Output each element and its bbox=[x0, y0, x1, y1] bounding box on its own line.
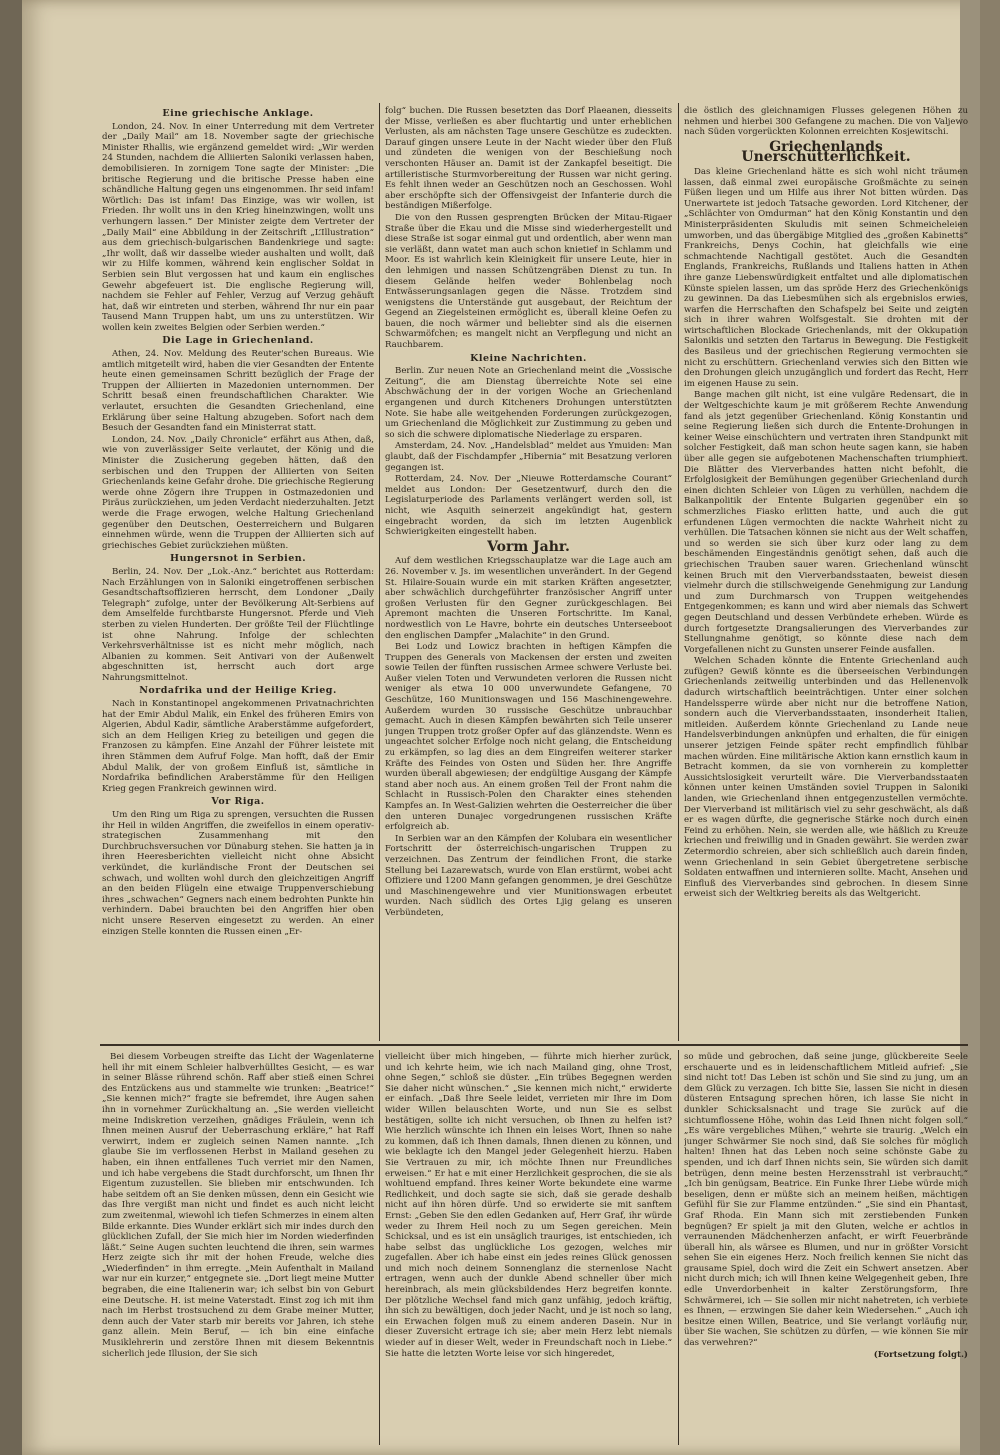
article-text: die östlich des gleichnamigen Flusses gelegenen Höhen zu nehmen und hierbei 300 Gefangene zu machen. Die von Valjewo nach Süden vorgerückten Kolonnen erreichten Kosjewitschi. bbox=[684, 106, 968, 138]
article-text: Auf dem westlichen Kriegsschauplatze war die Lage auch am 26. November v. Js. im wesentlichen unverändert. In der Gegend St. Hilaire-Souain wurde ein mit starken Kräften angesetzter, aber schwächlich durchgeführter französischer Angriff unter großen Verlusten für den Gegner zurückgeschlagen. Bei Apremont machten die Unseren Fortschritte. Im Kanal, nordwestlich von Le Havre, bohrte ein deutsches Unterseeboot den englischen Dampfer „Malachite“ in den Grund. bbox=[385, 556, 672, 641]
article-text: Bange machen gilt nicht, ist eine vulgäre Redensart, die in der Weltgeschichte kaum je mit größerem Rechte Anwendung fand als jetzt gegenüber Griechenland. König Konstantin und seine Regierung ließen sich durch die Entente-Drohungen in keiner Weise einschüchtern und vertraten ihren Standpunkt mit solcher Festigkeit, daß man schon heute sagen kann, sie haben über alle gegen sie aufgebotenen Machenschaften triumphiert. Die Blätter des Vierverbandes hatten nicht befohlt, die Erfolglosigkeit der Bemühungen gegenüber Griechenland durch einen dichten Schleier von Lügen zu verhüllen, nachdem die Balkanpolitik der Entente Bulgarien gegenüber ein so schmerzliches Fiasko erlitten hatte, und auch die gut erfundenen Lügen vermochten die nackte Wahrheit nicht zu verhüllen. Die Tatsachen können sie nicht aus der Welt schaffen, und so werden sie sich über kurz oder lang zu dem beschämenden Eingeständnis genötigt sehen, daß auch die griechischen Trauben sauer waren. Griechenland wünscht keinen Bruch mit den Vierverbandsstaaten, beweist diesen vielmehr durch die stillschweigende Genehmigung zur Landung und zum Durchmarsch von Truppen weitgehendes Entgegenkommen; es kann und wird aber niemals das Schwert gegen Deutschland und dessen Verbündete erheben. Würde es durch fortgesetzte Drangsalierungen des Vierverbandes zur Stellungnahme genötigt, so könnte diese nach dem Vorgefallenen nicht zu Gunsten unserer Feinde ausfallen. bbox=[684, 390, 968, 655]
article-text: Bei Lodz und Lowicz brachten in heftigen Kämpfen die Truppen des Generals von Mackensen der ersten und zweiten sowie Teilen der fünften russischen Armee schwere Verluste bei. Außer vielen Toten und Verwundeten verloren die Russen nicht weniger als etwa 10 000 unverwundete Gefangene, 70 Geschütze, 160 Munitionswagen und 156 Maschinengewehre. Außerdem wurden 30 russische Geschütze unbrauchbar gemacht. Auch in diesen Kämpfen bewährten sich Teile unserer jungen Truppen trotz großer Opfer auf das glänzendste. Wenn es ungeachtet solcher Erfolge noch nicht gelang, die Entscheidung zu erkämpfen, so lag dies an dem Eingreifen weiterer starker Kräfte des Feindes von Osten und Süden her. Ihre Angriffe wurden überall abgewiesen; der endgültige Ausgang der Kämpfe stand aber noch aus. An einem großen Teil der Front nahm die Schlacht in Russisch-Polen den Charakter eines stehenden Kampfes an. In West-Galizien wehrten die Oesterreicher die über den unteren Dunajec vorgedrungenen russischen Kräfte erfolgreich ab. bbox=[385, 642, 672, 833]
headline-vorm-jahr: Vorm Jahr. bbox=[487, 538, 570, 555]
article-text: Das kleine Griechenland hätte es sich wohl nicht träumen lassen, daß einmal zwei europäische Großmächte zu seinen Füßen liegen und um Hilfe aus ihrer Not bitten würden. Das Unerwartete ist jedoch Tatsache geworden. Lord Kitchener, der „Schlächter von Omdurman“ hat den König Konstantin und den Ministerpräsidenten Skuludis mit seinen Schmeicheleien umworben, und das übergäbige Mitglied des „großen Kabinetts“ Frankreichs, Denys Cochin, hat gleichfalls wie eine schmachtende Nachtigall gestötet. Auch die Gesandten Englands, Frankreichs, Rußlands und Italiens hatten in Athen ihre ganze Liebenswürdigkeit entfaltet und alle diplomatischen Künste spielen lassen, um das spröde Herz des Griechenkönigs zu gewinnen. Da das Liebesmühen sich als ergebnislos erwies, warfen die Herrschaften den Schafspelz bei Seite und zeigten sich in ihrer wahren Wolfsgestalt. Sie drohten mit der wirtschaftlichen Blockade Griechenlands, mit der Okkupation Salonikis und setzten den Tartarus in Bewegung. Die Festigkeit des Basileus und der griechischen Regierung vermochten sie nicht zu erschüttern. Griechenland verwies sich den Bitten wie den Drohungen gleich unzugänglich und fordert das Recht, Herr im eigenen Hause zu sein. bbox=[684, 166, 968, 389]
article-text: Um den Ring um Riga zu sprengen, versuchten die Russen ihr Heil in wilden Angriffen, die zweifellos in einem operativ-strategischen Zusammenhang mit den Durchbruchsversuchen vor Dünaburg stehen. Sie hatten ja in ihren Heeresberichten vielleicht nicht ohne Absicht verkündet, die kurländische Front der Deutschen sei schwach, und wollten wohl durch den gleichzeitigen Angriff an den beiden Flügeln eine etwaige Truppenverschiebung ihres „schwachen“ Gegners nach einem bedrohten Punkte hin verhindern. Dabei brauchten bei den Angriffen hier oben nicht unsere Reserven eingesetzt zu werden. An einer einzigen Stelle konnten die Russen einen „Er- bbox=[102, 810, 374, 937]
continuation-note: (Fortsetzung folgt.) bbox=[873, 1349, 968, 1360]
column-rule-4 bbox=[678, 1050, 679, 1445]
article-text: Amsterdam, 24. Nov. „Handelsblad“ meldet aus Ymuiden: Man glaubt, daß der Fischdampfer „Hibernia“ mit Besatzung verloren gegangen ist. bbox=[385, 441, 672, 473]
serial-text: Bei diesem Vorbeugen streifte das Licht der Wagenlaterne hell ihr mit einem Schleier halbverhülltes Gesicht, — es war in seiner Blässe rührend schön. Raff aber stieß einen Schrei des Entzückens aus und stammelte wie trunken: „Beatrice!“ „Sie kennen mich?“ fragte sie befremdet, ihre Augen sahen ihn in vornehmer Zurückhaltung an. „Sie werden vielleicht meine Indiskretion verzeihen, gnädiges Fräulein, wenn ich Ihnen meinen Ausruf der Ueberraschung erkläre,“ hat Raff verwirrt, indem er zugleich seinen Namen nannte. „Ich glaube Sie im verflossenen Herbst in Mailand gesehen zu haben, ein ihnen entfallenes Tuch verriet mir den Namen, und ich habe vergebens die Stadt durchforscht, um Ihnen Ihr Eigentum zuzustellen. Sie blieben mir entschwunden. Ich habe seitdem oft an Sie denken müssen, denn ein Gesicht wie das Ihre vergißt man nicht und findet es auch nicht leicht zum zweitenmal, wiewohl ich tiefen Schmerzes in einem alten Bilde erkannte. Dies Wunder erklärt sich mir indes durch den glücklichen Zufall, der Sie mich hier im Norden wiederfinden läßt.“ Seine Augen suchten leuchtend die ihren, sein warmes Herz zeigte sich ihr mit der hohen Freude, welche dies „Wiederfinden“ in ihm erregte. „Mein Aufenthalt in Mailand war nur ein kurzer,“ entgegnete sie. „Dort liegt meine Mutter begraben, die eine Italienerin war; ich selbst bin von Geburt eine Deutsche. H. ist meine Vaterstadt. Einst zog ich mit ihm nach im Herbst trostsuchend zu dem Grabe meiner Mutter, denn auch der Vater starb mir bereits vor Jahren, ich stehe ganz allein. Mein Beruf, — ich bin eine einfache Musiklehrerin und zerstöre Ihnen mit diesem Bekenntnis sicherlich jede Illusion, der Sie sich bbox=[102, 1052, 374, 1359]
book-spine bbox=[0, 0, 22, 1455]
headline-kleine-nachrichten: Kleine Nachrichten. bbox=[470, 352, 587, 364]
feuilleton-column-1 bbox=[102, 1052, 374, 1447]
headline-griechenlands-unerschuetterlichkeit: Griechenlands Unerschütterlichkeit. bbox=[741, 138, 911, 166]
article-text: London, 24. Nov. In einer Unterredung mit dem Vertreter der „Daily Mail“ am 18. November sagte der griechische Minister Rhallis, wie ergänzend gemeldet wird: „Wir werden 24 Stunden, nachdem die Alliierten Saloniki verlassen haben, demobilisieren. In zornigem Tone sagte der Minister: „Die britische Regierung und die britische Presse haben eine schändliche Haltung gegen uns eingenommen. Ihr seid infam! Wörtlich: Das ist infam! Das Einzige, was wir wollen, ist Frieden. Ihr wollt uns in den Krieg hineinzwingen, wollt uns verhungern lassen.“ Der Minister zeigte dem Vertreter der „Daily Mail“ eine Abbildung in der Zeitschrift „L’Illustration“ aus dem griechisch-bulgarischen Bandenkriege und sagte: „Ihr wollt, daß wir dasselbe wieder aushalten und wollt, daß wir zu Hilfe kommen, während kein englischer Soldat in Serbien sein Blut vergossen hat und kaum ein englisches Gewehr abgefeuert ist. Die englische Regierung will, nachdem sie Fehler auf Fehler, Verzug auf Verzug gehäuft hat, daß wir eintreten und sterben, während Ihr nur ein paar Tausend Mann Truppen habt, um uns zu unterstützen. Wir wollen kein zweites Belgien oder Serbien werden.“ bbox=[102, 121, 374, 333]
headline-vor-riga: Vor Riga. bbox=[211, 796, 265, 808]
headline-griechische-anklage: Eine griechische Anklage. bbox=[162, 108, 314, 119]
headline-hungersnot: Hungersnot in Serbien. bbox=[169, 553, 306, 565]
column-rule-1 bbox=[379, 103, 380, 1041]
article-text: Rotterdam, 24. Nov. Der „Nieuwe Rotterdamsche Courant“ meldet aus London: Der Gesetzentwurf, durch den die Legislaturperiode des Parlaments verlängert werden soll, ist nicht, wie Asquith seinerzeit angekündigt hat, gestern eingebracht worden, da sich im letzten Augenblick Schwierigkeiten eingestellt haben. bbox=[385, 474, 672, 538]
article-text: London, 24. Nov. „Daily Chronicle“ erfährt aus Athen, daß, wie von zuverlässiger Seite verlautet, der König und die Minister die Zusicherung gegeben hätten, daß den serbischen und den Truppen der Alliierten von Seiten Griechenlands keine Gefahr drohe. Die griechische Regierung werde ohne Zögern ihre Truppen in Ostmazedonien und Piräus zurückziehen, um jeden Verdacht niederzuhalten. Jetzt werde die Frage erwogen, welche Haltung Griechenland gegenüber den Deutschen, Oesterreichern und Bulgaren einnehmen würde, wenn die Truppen der Alliierten sich auf griechisches Gebiet zurückziehen müßten. bbox=[102, 434, 374, 551]
article-text: In Serbien war an den Kämpfen der Kolubara ein wesentlicher Fortschritt der österreichisch-ungarischen Truppen zu verzeichnen. Das Zentrum der feindlichen Front, die starke Stellung bei Lazarewatsch, wurde von Elan erstürmt, wobei acht Offiziere und 1200 Mann gefangen genommen, je drei Geschütze und Maschinengewehre und vier Munitionswagen erbeutet wurden. Nach südlich des Ortes Ljig gelang es unseren Verbündeten, bbox=[385, 833, 672, 918]
article-text: folg“ buchen. Die Russen besetzten das Dorf Plaeanen, diesseits der Misse, verließen es aber fluchtartig und unter erheblichen Verlusten, als am nächsten Tage unsere Geschütze es zudeckten. Darauf gingen unsere Leute in der Nacht wieder über den Fluß und zündeten die wenigen von der Beschießung noch verschonten Häuser an. Damit ist der Zankapfel beseitigt. Die artilleristische Sturmvorbereitung der Russen war nicht gering. Es fehlt ihnen weder an Geschützen noch an Geschossen. Wohl aber erschöpfte sich der Offensivgeist der Infanterie durch die beständigen Mißerfolge. bbox=[385, 106, 672, 212]
article-text: Berlin. Zur neuen Note an Griechenland meint die „Vossische Zeitung“, die am Dienstag überreichte Note sei eine Abschwächung der in der vorigen Woche an Griechenland ergangenen und durch Kitcheners Drohungen unterstützten Note. Sie habe alle weitgehenden Forderungen zurückgezogen, um Griechenland die Möglichkeit zur Zustimmung zu geben und so sich die schwere diplomatische Niederlage zu ersparen. bbox=[385, 366, 672, 440]
article-text: Athen, 24. Nov. Meldung des Reuter'schen Bureaus. Wie amtlich mitgeteilt wird, haben die vier Gesandten der Entente heute einen gemeinsamen Schritt bezüglich der Frage der Truppen der Alliierten in Mazedonien unternommen. Der Schritt besaß einen freundschaftlichen Charakter. Wie verlautet, ersuchten die Gesandten Griechenland, eine Erklärung über seine Haltung abzugeben. Sofort nach dem Besuch der Gesandten fand ein Ministerrat statt. bbox=[102, 349, 374, 434]
column-rule-3 bbox=[379, 1050, 380, 1445]
feuilleton-separator bbox=[100, 1044, 968, 1046]
column-1 bbox=[102, 106, 374, 1041]
column-3 bbox=[684, 106, 968, 1041]
article-text: Die von den Russen gesprengten Brücken der Mitau-Rigaer Straße über die Ekau und die Misse sind wiederhergestellt und diese Straße ist sogar einmal gut und ordentlich, aber wenn man sie verläßt, dann watet man auch schon knietief in Schlamm und Moor. Es ist wahrlich kein Kleinigkeit für unsere Leute, hier in den lehmigen und nassen Schützengräben Dienst zu tun. In diesem Gelände helfen weder Bohlenbelag noch Entwässerungsanlagen gegen die Nässe. Trotzdem sind wenigstens die Unterstände gut ausgebaut, der Reichtum der Gegend an Ziegelsteinen ermöglicht es, überall kleine Oefen zu bauen, die noch wärmer und beliebter sind als die eisernen Schwarmöfchen; es mangelt nicht an Verpflegung und nicht an Rauchbarem. bbox=[385, 212, 672, 351]
column-rule-2 bbox=[678, 103, 679, 1041]
article-text: Welchen Schaden könnte die Entente Griechenland auch zufügen? Gewiß könnte es die überseeischen Verbindungen Griechenlands zeitweilig unterbinden und das Hellenenvolk dadurch wirtschaftlich beeinträchtigen. Unter einer solchen Handelssperre würde aber nicht nur die betroffene Nation, sondern auch die Vierverbandsstaaten, insonderheit Italien, mitleiden. Außerdem könnte Griechenland zu Lande neue Handelsverbindungen anknüpfen und erhalten, die für einigen unserer jetzigen Feinde später recht empfindlich fühlbar machen würden. Eine militärische Aktion kann ernstlich kaum in Betracht kommen, da sie von vornherein zu kompletter Aussichtslosigkeit verurteilt wäre. Die Vierverbandsstaaten können unter keinen Umständen soviel Truppen in Saloniki landen, wie Griechenland ihnen entgegenzustellen vermöchte. Der Vierverband ist militärisch viel zu sehr geschwächt, als daß er es wagen dürfte, die gegnerische Stärke noch durch einen Feind zu erhöhen. Nein, sie werden alle, wie häßlich zu Kreuze kriechen und freiwillig und in Gnaden gewährt. Sie werden zwar Zetermordio schreien, aber sich schließlich auch darein finden, wenn Griechenland in sein Gebiet übergetretene serbische Soldaten entwaffnen und internieren sollte. Macht, Ansehen und Einfluß des Vierverbandes sind gebrochen. In diesem Sinne erweist sich der Weltkrieg bereits als das Weltgericht. bbox=[684, 656, 968, 900]
article-text: Berlin, 24. Nov. Der „Lok.-Anz.“ berichtet aus Rotterdam: Nach Erzählungen von in Saloniki eingetroffenen serbischen Gesandtschaftsoffizieren herrscht, dem Londoner „Daily Telegraph“ zufolge, unter der Bevölkerung Alt-Serbiens auf dem Amselfelde furchtbarste Hungersnot. Pferde und Vieh sterben zu vielen Hunderten. Der größte Teil der Flüchtlinge ist ohne Nahrung. Infolge der schlechten Verkehrsverhältnisse ist es nicht mehr möglich, nach Albanien zu kommen. Seit Antivari von der Außenwelt abgeschnitten ist, herrscht auch dort arge Nahrungsmittelnot. bbox=[102, 566, 374, 683]
column-2 bbox=[385, 106, 672, 1041]
serial-text: vielleicht über mich hingeben, — führte mich hierher zurück, und ich kehrte heim, wie ich nach Mailand ging, ohne Trost, ohne Segen,“ schloß sie düster. „Ein trübes Begegnen werden Sie daher nicht wünschen.“ „Sie kennen mich nicht,“ erwiderte er einfach. „Daß Ihre Seele leidet, verrieten mir Ihre im Dom wider Willen belauschten Worte, und nun Sie es selbst bestätigen, sollte ich nicht versuchen, ob Ihnen zu helfen ist? Wie herzlich wünschte ich Ihnen ein leises Wort, Ihnen so nahe zu kommen, daß ich Ihnen damals, Ihnen dienen zu können, und wie beklagte ich den Mangel jeder Gelegenheit hierzu. Haben Sie Vertrauen zu mir, ich möchte Ihnen nur Freundliches erweisen.“ Er hat e mit einer Herzlichkeit gesprochen, die sie als wohltuend empfand. Ihres keiner Worte bekundete eine warme Redlichkeit, und doch sagte sie sich, daß sie gerade deshalb nicht auf ihn hören dürfe. Und so erwiderte sie mit sanftem Ernst: „Geben Sie den edlen Gedanken auf, Herr Graf, ihr würde weder zu Ihrem Heil noch zu um Segen gereichen. Mein Schicksal, und es ist ein unsäglich trauriges, ist entschieden, ich habe selbst das unglückliche Los gezogen, welches mir zugefallen. Aber ich habe einst ein jedes reines Glück genossen und mich noch deinem Sonnenglanz die sternenlose Nacht ertragen, wenn auch der dunkle Abend schneller über mich hereinbrach, als mein glücksbildendes Herz begreifen konnte. Der plötzliche Wechsel fand mich ganz unfähig, jedoch kräftig, ihn sich zu bewältigen, doch jeder Nacht, und je ist noch so lang, ein Erwachen folgen muß zu einem anderen Dasein. Nur in dieser Zuversicht ertrage ich sie; aber mein Herz lebt niemals wieder auf in dieser Welt, weder in Freundschaft noch in Liebe.“ Sie hatte die letzten Worte leise vor sich hingeredet, bbox=[385, 1052, 672, 1359]
newspaper-page bbox=[22, 0, 980, 1455]
article-text: Nach in Konstantinopel angekommenen Privatnachrichten hat der Emir Abdul Malik, ein Enkel des früheren Emirs von Algerien, Abdul Kadir, sämtliche Araberstämme aufgefordert, sich an dem Heiligen Krieg zu beteiligen und gegen die Franzosen zu kämpfen. Eine Anzahl der Führer leistete mit ihren Stämmen dem Aufruf Folge. Man hofft, daß der Emir Abdul Malik, der von großem Einfluß ist, sämtliche in Nordafrika befindlichen Araberstämme für den Heiligen Krieg gegen Frankreich gewinnen wird. bbox=[102, 699, 374, 794]
headline-lage-griechenland: Die Lage in Griechenland. bbox=[162, 335, 314, 347]
feuilleton-column-2 bbox=[385, 1052, 672, 1447]
feuilleton-column-3 bbox=[684, 1052, 968, 1447]
headline-nordafrika: Nordafrika und der Heilige Krieg. bbox=[139, 685, 337, 697]
serial-text: so müde und gebrochen, daß seine junge, glückbereite Seele erschauerte und es in leidenschaftlichem Mitleid aufrief: „Sie sind nicht tot! Das Leben ist schön und Sie sind zu jung, um an dem Glück zu verzagen. Ich bitte Sie, lassen Sie nicht in diesen düsteren Entsagung sprechen hören, ich lasse Sie nicht in dunkler Schicksalsnacht und trage Sie zurück auf die sichtumflossene Höhe, wohin das Leid Ihnen nicht folgen soll.“ „Es wäre vergebliches Mühen,“ wehrte sie traurig. „Welch ein junger Schwärmer Sie noch sind, daß Sie solches für möglich halten! Ihnen hat das Leben noch seine schönste Gabe zu spenden, und ich darf Ihnen nichts sein, Sie würden sich damit betrügen, denn meine besten Herzensstrahl ist verbraucht.“ „Ich bin genügsam, Beatrice. Ein Funke Ihrer Liebe würde mich beseligen, denn er müßte sich an meinem heißen, mächtigen Gefühl für Sie zur Flamme entzünden.“ „Sie sind ein Phantast, Graf Rhoda. Ein Mann sich mit zerstiebenden Funken begnügen? Er spielt ja mit den Gluten, welche er achtlos in verraunenden Mädchenherzen anfacht, er wirft Feuerbrände überall hin, als wärsee es Blumen, und nur in größter Vorsicht sehen Sie ein eigenes Herz. Noch freilich kennen Sie nicht das grausame Spiel, doch wird die Zeit ein Schwert ansetzen. Aber nicht durch mich; ich will Ihnen keine Welgegenheit geben, Ihre edle Unverdorbenheit in kalter Zerstörungsform, Ihre Schwärmerei, ich — Sie sollen mir nicht nahetreten, ich verbiete es Ihnen, — erzwingen Sie daher kein Wiedersehen.“ „Auch ich besitze einen Willen, Beatrice, und Sie verlangt vorläufig nur, über Sie wachen, Sie schützen zu dürfen, — wie können Sie mir das verwehren?“ bbox=[684, 1052, 968, 1349]
